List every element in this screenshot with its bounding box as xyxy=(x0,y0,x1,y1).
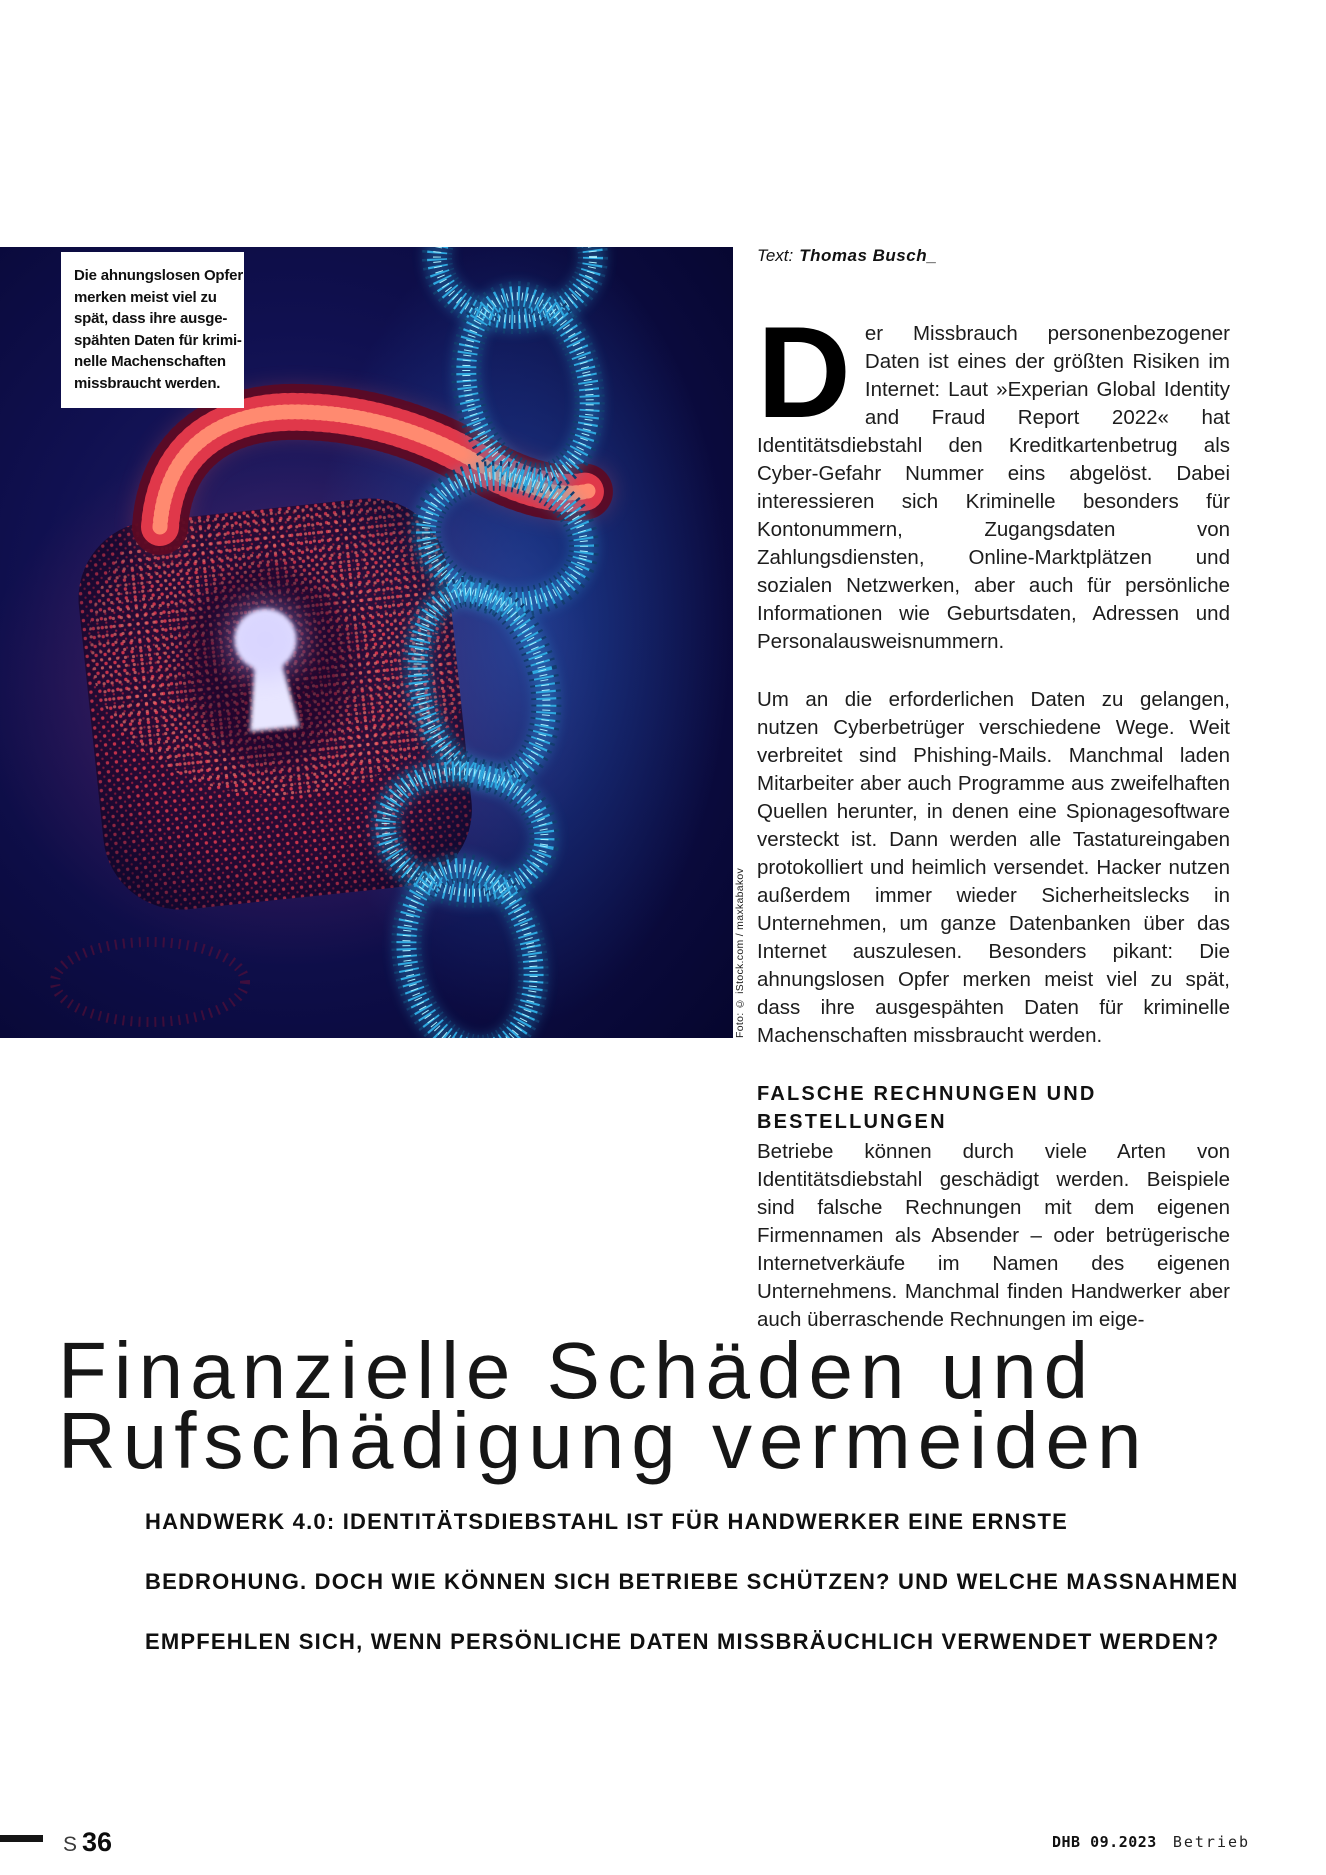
caption-line: missbraucht werden. xyxy=(74,374,221,392)
caption-line: Die ahnungslosen Opfer xyxy=(74,267,243,284)
section-label: Betrieb xyxy=(1172,1833,1251,1851)
caption-line: spät, dass ihre ausge- xyxy=(74,310,228,327)
subheadline-line-1: HANDWERK 4.0: IDENTITÄTSDIEBSTAHL IST FÜR HANDWERKER EINE ERNSTE xyxy=(145,1509,1069,1534)
page-number xyxy=(63,1827,112,1858)
caption-line: spähten Daten für krimi- xyxy=(74,331,242,349)
byline-label: Text: xyxy=(757,246,794,265)
issue-label: DHB 09.2023 xyxy=(1052,1833,1157,1851)
byline xyxy=(757,246,937,266)
article-paragraph: Um an die erforderlichen Daten zu gelangen, nutzen Cyberbetrüger verschiedene Wege. Weit verbreitet sind Phishing-Mails. Manchmal laden Mitarbeiter aber auch Programme aus zweifelhaften Quellen herunter, in denen eine Spionagesoftware versteckt ist. Dann werden alle Tastatureingaben protokolliert und heimlich versendet. Hacker nutzen außerdem immer wieder Sicherheitslecks in Unternehmen, um ganze Datenbanken über das Internet auszulesen. Besonders pikant: Die ahnungslosen Opfer merken meist viel zu spät, dass ihre ausgespähten Daten für kriminelle Machenschaften missbraucht werden. xyxy=(757,688,1230,1047)
headline-line-2: Rufschädigung vermeiden xyxy=(58,1396,1149,1485)
drop-cap: D xyxy=(757,299,851,445)
article-paragraph: Betriebe können durch viele Arten von Identitätsdiebstahl geschädigt werden. Beispiele sind falsche Rechnungen mit dem eigenen Firmennamen als Absender – oder betrügerische Internetverkäufe im Namen des eigenen Unternehmens. Manchmal finden Handwerker aber auch überraschende Rechnungen im eige- xyxy=(757,1140,1230,1331)
photo-caption-box xyxy=(61,252,244,408)
caption-line: nelle Machenschaften xyxy=(74,353,226,370)
page-prefix: S xyxy=(63,1833,79,1856)
article-paragraph xyxy=(757,299,1230,656)
footer-issue xyxy=(1052,1833,1250,1851)
headline xyxy=(58,1326,1149,1485)
headline-line-1: Finanzielle Schäden und xyxy=(58,1326,1096,1415)
photo-credit: Foto: © iStock.com / maxkabakov xyxy=(734,867,746,1038)
article-column xyxy=(757,299,1230,1334)
subheadline xyxy=(145,1492,1239,1672)
footer-rule xyxy=(0,1835,43,1842)
byline-author: Thomas Busch_ xyxy=(799,246,938,265)
subheadline-line-3: EMPFEHLEN SICH, WENN PERSÖNLICHE DATEN MISSBRÄUCHLICH VERWENDET WERDEN? xyxy=(145,1629,1220,1654)
section-heading: FALSCHE RECHNUNGEN UND BESTELLUNGEN xyxy=(757,1083,1097,1133)
paragraph-text: er Missbrauch personenbezogener Daten ist eines der größten Risiken im Internet: Laut »Experian Global Identity and Fraud Report 2022« hat Identitätsdiebstahl den Kreditkartenbetrug als Cyber-Gefahr Nummer eins abgelöst. Dabei interessieren sich Kriminelle besonders für Kontonummern, Zugangsdaten von Zahlungsdiensten, Online-Marktplätzen und sozialen Netzwerken, aber auch für persönliche Informationen wie Geburtsdaten, Adressen und Personalausweisnummern. xyxy=(757,322,1230,653)
page-number-value: 36 xyxy=(82,1827,113,1857)
caption-line: merken meist viel zu xyxy=(74,288,217,306)
subheadline-line-2: BEDROHUNG. DOCH WIE KÖNNEN SICH BETRIEBE SCHÜTZEN? UND WELCHE MASSNAHMEN xyxy=(145,1569,1239,1594)
